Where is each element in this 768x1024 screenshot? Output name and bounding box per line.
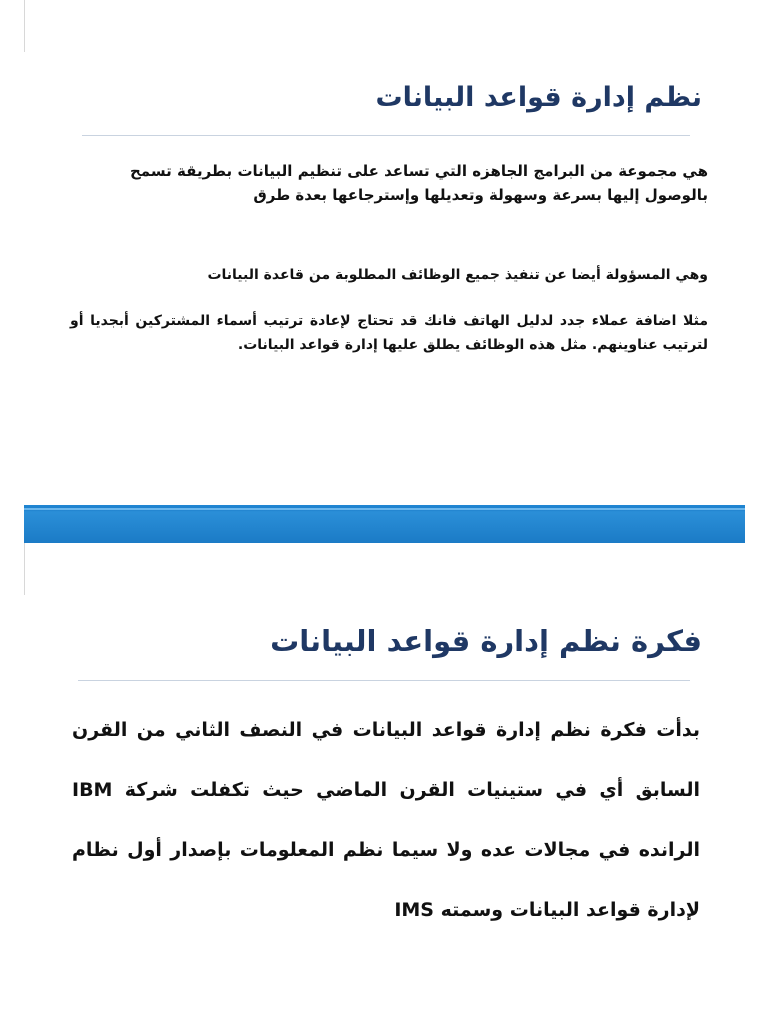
slide-edge — [24, 0, 25, 52]
definition-paragraph: هي مجموعة من البرامج الجاهزه التي تساعد على تنظيم البيانات بطريقة تسمح بالوصول إليها بسرعة وسهولة وتعديلها وإسترجاعها بعدة طرق — [130, 162, 708, 204]
slide-title: نظم إدارة قواعد البيانات — [375, 82, 702, 113]
title-underline — [78, 680, 690, 681]
example-paragraph: مثلا اضافة عملاء جدد لدليل الهاتف فانك قد تحتاج لإعادة ترتيب أسماء المشتركين أبجديا أو لترتيب عناوينهم. مثل هذه الوظائف يطلق عليها إدارة قواعد البيانات. — [70, 313, 708, 353]
slide-dbms — [24, 0, 744, 505]
slide-divider-band — [24, 505, 745, 543]
history-paragraph: بدأت فكرة نظم إدارة قواعد البيانات في النصف الثاني من القرن السابق أي في ستينيات القرن الماضي حيث تكفلت شركة IBM الرانده في مجالات عده ولا سيما نظم المعلومات بإصدار أول نظام لإدارة قواعد البيانات وسمته IMS — [72, 719, 700, 921]
slide-title: فكرة نظم إدارة قواعد البيانات — [270, 624, 702, 658]
slide-edge — [24, 543, 25, 595]
band-highlight — [24, 508, 745, 510]
title-underline — [82, 135, 690, 136]
responsibility-paragraph: وهي المسؤولة أيضا عن تنفيذ جميع الوظائف المطلوبة من قاعدة البيانات — [207, 267, 708, 283]
